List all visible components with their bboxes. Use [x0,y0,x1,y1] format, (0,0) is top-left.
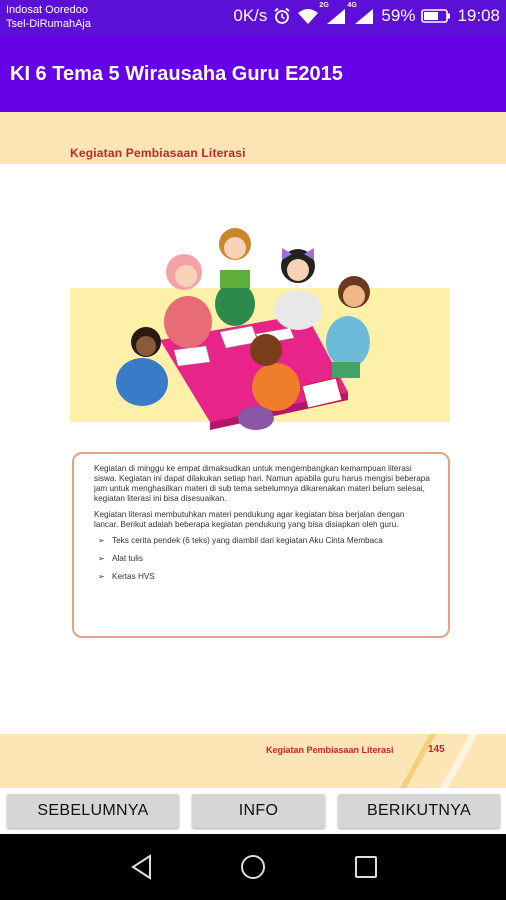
arrow-bullet-icon: ➢ [98,536,105,545]
status-bar [0,0,506,36]
back-icon[interactable] [130,854,154,880]
literacy-text-box [72,452,450,638]
book-page[interactable] [0,112,506,788]
battery-percent: 59% [381,6,416,25]
list-item [94,536,430,546]
paragraph-materials: Kegiatan literasi membutuhkan materi pendukung agar kegiatan bisa berjalan dengan lancar. Berikut adalah beberapa kegiatan pendukung yang bisa disiapkan oleh guru. [94,510,405,529]
children-reading-illustration [70,222,450,432]
next-button[interactable]: BERIKUTNYA [338,794,500,828]
battery-icon [421,8,451,24]
system-nav-bar [0,834,506,900]
list-item-text: Teks cerita pendek (6 teks) yang diambil dari kegiatan Aku Cinta Membaca [112,536,383,545]
carrier-name-2: Tsel-DiRumahAja [6,18,91,30]
status-indicators [233,2,500,26]
page-header-band [0,112,506,164]
arrow-bullet-icon: ➢ [98,572,105,581]
footer-section-label: Kegiatan Pembiasaan Literasi [266,745,394,755]
app-title: KI 6 Tema 5 Wirausaha Guru E2015 [10,63,343,85]
info-button[interactable]: INFO [192,794,325,828]
list-item-text: Kertas HVS [112,572,155,581]
list-item-text: Alat tulis [112,554,143,563]
page-footer-band [0,734,506,788]
signal-tech-label: 2G [319,2,329,9]
wifi-icon [297,7,319,25]
page-nav-bar [0,788,506,834]
clock: 19:08 [457,6,500,25]
alarm-icon [273,7,291,25]
arrow-bullet-icon: ➢ [98,554,105,563]
signal-icon [319,2,347,25]
recents-icon[interactable] [354,854,378,880]
carrier-name-1: Indosat Ooredoo [6,4,88,16]
signal-tech-label: 4G [347,2,357,9]
carrier-info [6,3,91,31]
home-icon[interactable] [240,854,266,880]
footer-stripes-decoration [0,734,506,788]
page-number: 145 [428,744,445,755]
app-bar [0,36,506,112]
signal-icon [347,2,375,25]
paragraph-intro: Kegiatan di minggu ke empat dimaksudkan untuk mengembangkan kemampuan literasi siswa. Kegiatan ini dapat dilakukan setiap hari. Namun apabila guru harus mengisi beberapa jam untuk menghasilkan materi di sub tema sebelumnya dikarenakan materi belum selesai, kegiatan literasi ini bisa disesuaikan. [94,464,430,503]
list-item [94,554,430,564]
list-item [94,572,430,582]
page-header-title: Kegiatan Pembiasaan Literasi [70,146,246,160]
previous-button[interactable]: SEBELUMNYA [7,794,179,828]
materials-list [94,536,430,582]
network-speed: 0K/s [233,6,268,25]
